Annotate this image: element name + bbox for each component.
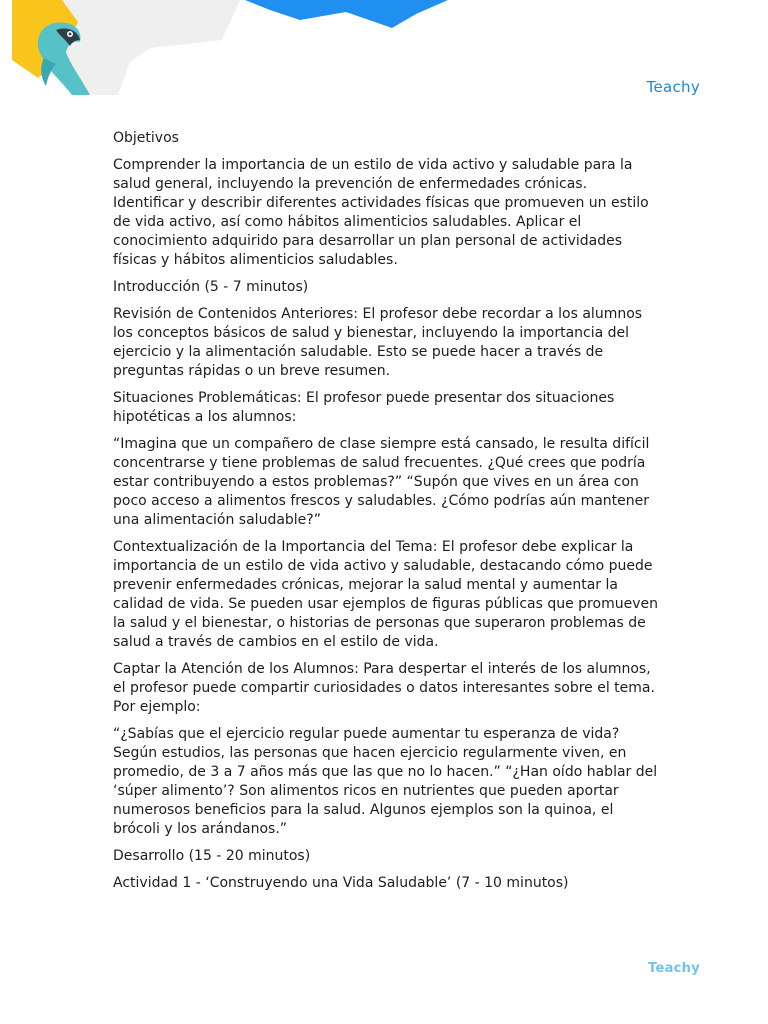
paragraph: Revisión de Contenidos Anteriores: El profesor debe recordar a los alumnos los conceptos básicos de salud y bienestar, incluyendo la importancia del ejercicio y la alimentación saludable. Esto se puede hacer a través de preguntas rápidas o un breve resumen. — [113, 306, 643, 379]
paragraph: Situaciones Problemáticas: El profesor puede presentar dos situaciones hipotéticas a los alumnos: — [113, 390, 615, 425]
brand-header: Teachy — [646, 78, 700, 96]
paragraph: Contextualización de la Importancia del Tema: El profesor debe explicar la importancia de un estilo de vida activo y saludable, destacando cómo puede prevenir enfermedades crónicas, mejorar la salud mental y aumentar la calidad de vida. Se pueden usar ejemplos de figuras públicas que promueven la salud y el bienestar, o historias de personas que superaron problemas de salud a través de cambios en el estilo de vida. — [113, 539, 658, 650]
header-blue-shape — [245, 0, 448, 28]
document-body — [113, 129, 658, 901]
paragraph: “¿Sabías que el ejercicio regular puede aumentar tu esperanza de vida? Según estudios, las personas que hacen ejercicio regularmente viven, en promedio, de 3 a 7 años más que las que no lo hacen.” “¿Han oído hablar del ‘súper alimento’? Son alimentos ricos en nutrientes que pueden aportar numerosos beneficios para la salud. Algunos ejemplos son la quinoa, el brócoli y los arándanos.” — [113, 726, 658, 837]
section-heading-objetivos: Objetivos — [113, 130, 179, 146]
brand-footer: Teachy — [648, 961, 700, 976]
section-heading-desarrollo: Desarrollo (15 - 20 minutos) — [113, 848, 311, 864]
section-heading-introduccion: Introducción (5 - 7 minutos) — [113, 279, 309, 295]
paragraph: Captar la Atención de los Alumnos: Para despertar el interés de los alumnos, el profesor puede compartir curiosidades o datos interesantes sobre el tema. Por ejemplo: — [113, 661, 655, 715]
paragraph: Comprender la importancia de un estilo de vida activo y saludable para la salud general, incluyendo la prevención de enfermedades crónicas. Identificar y describir diferentes actividades físicas que promueven un estilo de vida activo, así como hábitos alimenticios saludables. Aplicar el conocimiento adquirido para desarrollar un plan personal de actividades físicas y hábitos alimenticios saludables. — [113, 157, 649, 268]
paragraph: “Imagina que un compañero de clase siempre está cansado, le resulta difícil concentrarse y tiene problemas de salud frecuentes. ¿Qué crees que podría estar contribuyendo a estos problemas?” “Supón que vives en un área con poco acceso a alimentos frescos y saludables. ¿Cómo podrías aún mantener una alimentación saludable?” — [113, 436, 650, 528]
activity-heading: Actividad 1 - ‘Construyendo una Vida Saludable’ (7 - 10 minutos) — [113, 875, 569, 891]
